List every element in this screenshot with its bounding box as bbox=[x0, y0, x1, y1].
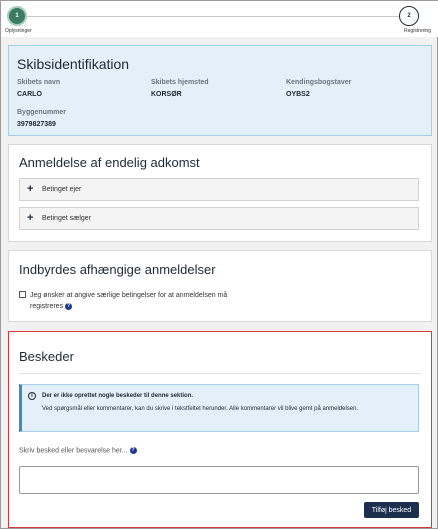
special-conditions-label bbox=[30, 290, 230, 312]
progress-stepper bbox=[1, 1, 438, 37]
step-1-label: Oplysninger bbox=[5, 28, 32, 34]
dependent-filings-card bbox=[8, 250, 432, 322]
help-icon[interactable]: ? bbox=[131, 447, 135, 453]
dependent-title: Indbyrdes afhængige anmeldelser bbox=[19, 262, 216, 277]
step-2-indicator[interactable]: 2 bbox=[399, 6, 419, 26]
message-input[interactable] bbox=[19, 466, 419, 494]
call-sign-value: OYBS2 bbox=[286, 91, 310, 98]
special-conditions-checkbox[interactable] bbox=[19, 291, 26, 298]
messages-title: Beskeder bbox=[19, 349, 74, 364]
accordion-betinget-ejer[interactable] bbox=[19, 178, 419, 201]
add-message-button[interactable]: Tilføj besked bbox=[364, 502, 419, 518]
ship-identification-title: Skibsidentifikation bbox=[17, 56, 130, 72]
ship-name-value: CARLO bbox=[17, 91, 42, 98]
info-icon: i bbox=[28, 392, 36, 400]
info-alert-text: Ved spørgsmål eller kommentarer, kan du skrive i tekstfeltet herunder. Alle kommentarer vil blive gemt på anmeldelsen. bbox=[42, 406, 359, 412]
ship-name-label: Skibets navn bbox=[17, 79, 61, 86]
step-2-label: Registrering bbox=[404, 28, 431, 34]
accordion-label: Betinget ejer bbox=[42, 186, 82, 193]
stepper-line bbox=[26, 16, 414, 17]
special-conditions-text: Jeg ønsker at angive særlige betingelser for at anmeldelsen må registreres bbox=[30, 292, 228, 310]
adkomst-card bbox=[8, 144, 432, 242]
plus-icon: + bbox=[27, 183, 34, 195]
messages-card bbox=[8, 331, 432, 528]
accordion-betinget-saelger[interactable] bbox=[19, 207, 419, 230]
ship-homeport-value: KORSØR bbox=[151, 91, 182, 98]
message-input-label bbox=[19, 447, 137, 454]
step-1-indicator[interactable]: 1 bbox=[7, 6, 27, 26]
accordion-label: Betinget sælger bbox=[42, 215, 92, 222]
messages-divider bbox=[19, 373, 421, 374]
info-alert bbox=[19, 384, 419, 432]
message-input-label-text: Skriv besked eller besvarelse her... bbox=[19, 447, 128, 455]
build-number-value: 3979827389 bbox=[17, 121, 56, 128]
help-icon[interactable]: ? bbox=[67, 302, 71, 309]
adkomst-title: Anmeldelse af endelig adkomst bbox=[19, 155, 200, 170]
plus-icon: + bbox=[27, 212, 34, 224]
info-alert-title: Der er ikke oprettet nogle beskeder til denne sektion. bbox=[42, 393, 194, 399]
call-sign-label: Kendingsbogstaver bbox=[286, 79, 352, 86]
ship-homeport-label: Skibets hjemsted bbox=[151, 79, 209, 86]
build-number-label: Byggenummer bbox=[17, 109, 67, 116]
ship-identification-card bbox=[8, 45, 432, 136]
